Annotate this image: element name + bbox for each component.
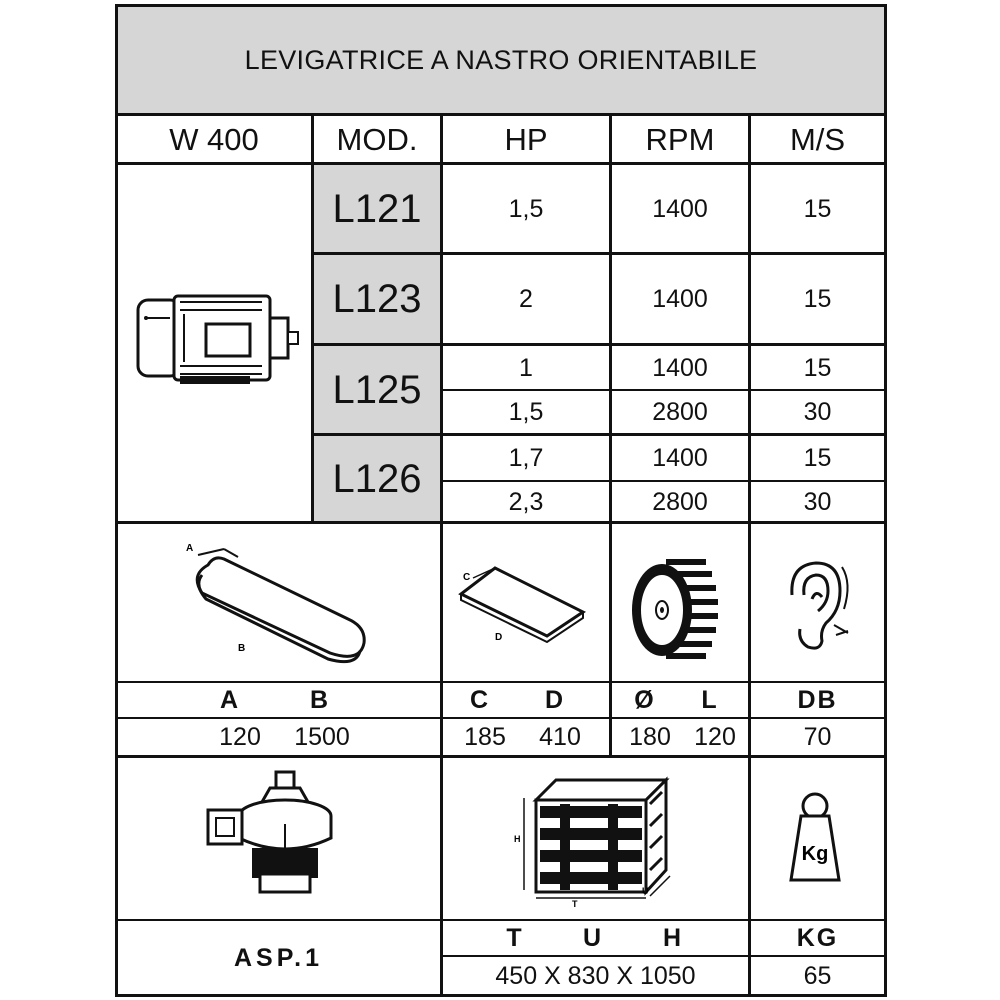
label-diameter: Ø <box>634 686 656 714</box>
svg-text:H: H <box>514 834 521 844</box>
svg-text:U: U <box>642 886 649 896</box>
packing-dimensions-value: 450 X 830 X 1050 <box>495 961 696 990</box>
value-a: 120 <box>219 723 261 751</box>
label-c: C <box>469 686 491 714</box>
ear-noise-icon <box>778 555 853 655</box>
sanding-belt-icon <box>180 535 380 665</box>
page-title: LEVIGATRICE A NASTRO ORIENTABILE <box>244 44 758 75</box>
hp-value: 2 <box>519 285 533 313</box>
label-u: U <box>582 924 604 952</box>
svg-text:C: C <box>463 572 471 583</box>
hp-value: 1,5 <box>508 194 544 223</box>
label-kg: KG <box>796 924 839 952</box>
label-b: B <box>309 686 331 714</box>
header-rpm: RPM <box>645 121 715 157</box>
value-c: 185 <box>464 723 506 751</box>
svg-text:T: T <box>572 899 578 909</box>
label-d: D <box>544 686 566 714</box>
hp-value: 1 <box>519 353 533 382</box>
weight-value: 65 <box>803 961 832 990</box>
svg-text:D: D <box>495 632 503 643</box>
packing-crate-icon <box>510 770 680 910</box>
value-db: 70 <box>803 723 832 751</box>
label-db: DB <box>797 686 838 714</box>
svg-text:A: A <box>186 543 194 554</box>
flap-wheel-icon <box>622 548 722 668</box>
aspirator-label: ASP.1 <box>233 943 324 972</box>
rpm-value: 2800 <box>652 398 708 426</box>
value-b: 1500 <box>294 723 350 751</box>
model-code-l126: L126 <box>332 456 422 501</box>
ms-value: 15 <box>803 444 832 472</box>
model-code-l121: L121 <box>332 186 422 231</box>
ms-value: 15 <box>803 285 832 313</box>
label-h: H <box>662 924 684 952</box>
rpm-value: 1400 <box>652 444 708 472</box>
header-hp: HP <box>504 121 548 157</box>
label-t: T <box>506 924 524 952</box>
rpm-value: 1400 <box>652 353 708 382</box>
header-ms: M/S <box>789 121 846 157</box>
rpm-value: 1400 <box>652 194 708 223</box>
value-d: 410 <box>539 723 581 751</box>
svg-text:Kg: Kg <box>801 843 829 865</box>
sanding-plate-icon <box>455 560 600 650</box>
rpm-value: 1400 <box>652 285 708 313</box>
ms-value: 30 <box>803 398 832 426</box>
value-diameter: 180 <box>629 723 671 751</box>
hp-value: 1,7 <box>508 444 544 472</box>
model-code-l123: L123 <box>332 277 422 321</box>
weight-icon <box>785 790 845 890</box>
aspirator-icon <box>200 768 340 903</box>
hp-value: 1,5 <box>508 398 544 426</box>
ms-value: 30 <box>803 487 832 516</box>
rpm-value: 2800 <box>652 487 708 516</box>
label-a: A <box>219 686 241 714</box>
label-l: L <box>701 686 719 714</box>
header-model-name: W 400 <box>169 121 259 157</box>
header-mod: MOD. <box>336 121 418 157</box>
ms-value: 15 <box>803 194 832 223</box>
model-code-l125: L125 <box>332 367 422 412</box>
ms-value: 15 <box>803 353 832 382</box>
hp-value: 2,3 <box>508 487 544 516</box>
motor-icon <box>130 290 300 390</box>
svg-text:B: B <box>238 643 246 654</box>
value-l: 120 <box>694 723 736 751</box>
